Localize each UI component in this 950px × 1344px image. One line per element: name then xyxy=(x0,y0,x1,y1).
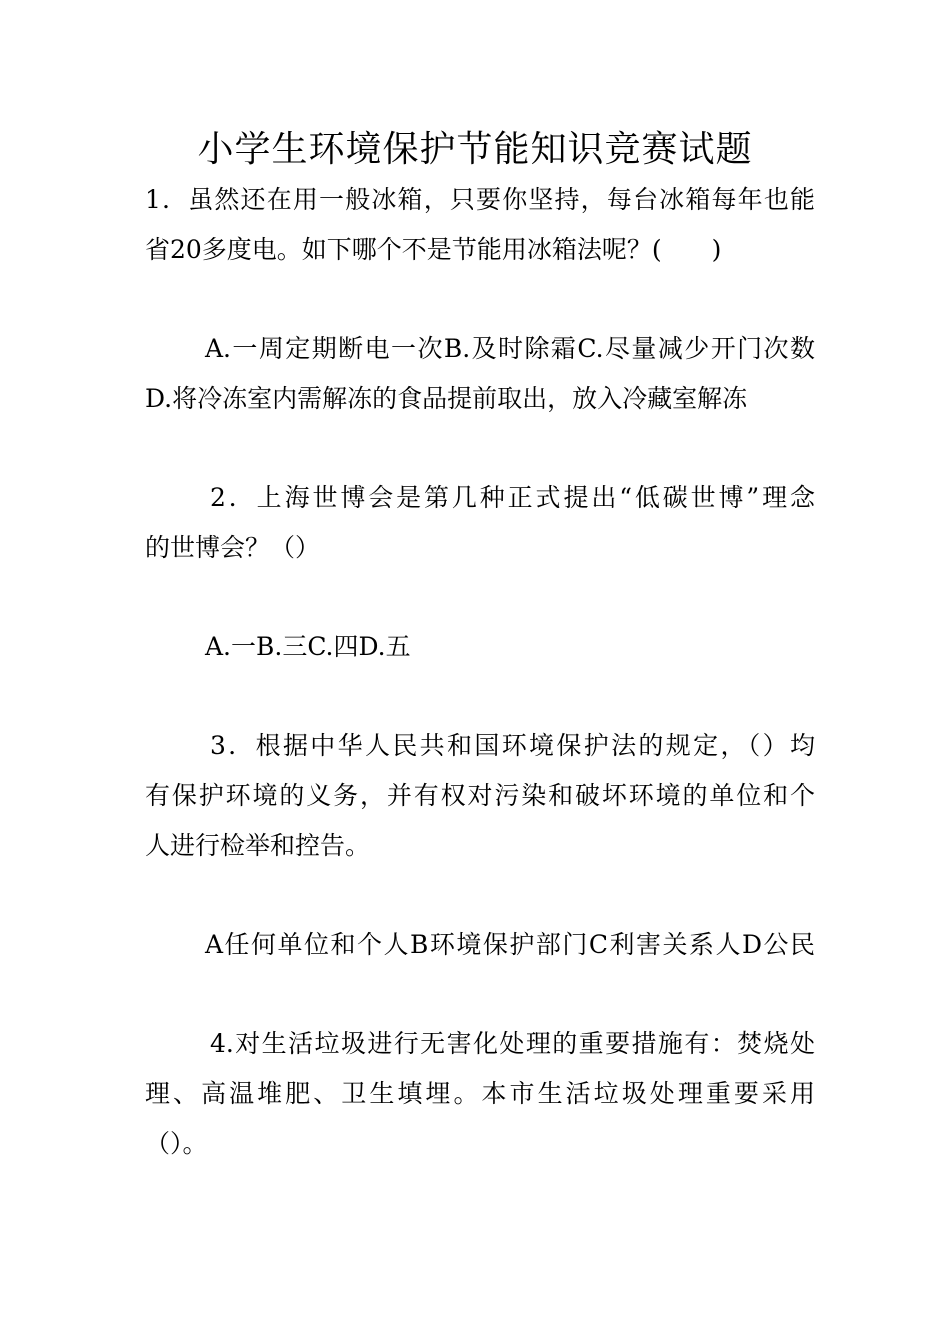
question-4-line-1: 4.对生活垃圾进行无害化处理的重要措施有：焚烧处 xyxy=(210,1029,815,1058)
question-1-line-1: 1．虽然还在用一般冰箱，只要你坚持，每台冰箱每年也能 xyxy=(145,185,815,214)
question-3-line-2: 有保护环境的义务，并有权对污染和破坏环境的单位和个 xyxy=(145,781,815,810)
question-4-line-3: （）。 xyxy=(145,1129,208,1158)
question-3-options: A任何单位和个人B环境保护部门C利害关系人D公民 xyxy=(205,930,815,959)
question-1-options-line-1: A.一周定期断电一次B.及时除霜C.尽量减少开门次数 xyxy=(205,334,815,363)
question-2-options: A.一B.三C.四D.五 xyxy=(205,632,411,661)
question-1-line-2: 省20多度电。如下哪个不是节能用冰箱法呢？( ) xyxy=(145,235,722,264)
question-1-options-line-2: D.将冷冻室内需解冻的食品提前取出，放入冷藏室解冻 xyxy=(145,384,748,413)
question-2-line-1: 2．上海世博会是第几种正式提出“低碳世博”理念 xyxy=(210,483,815,512)
question-3-line-1: 3．根据中华人民共和国环境保护法的规定，（）均 xyxy=(210,731,815,760)
question-2-line-2: 的世博会？（） xyxy=(145,533,321,562)
page-title: 小学生环境保护节能知识竞赛试题 xyxy=(197,129,753,170)
question-3-line-3: 人进行检举和控告。 xyxy=(145,831,371,860)
question-4-line-2: 理、高温堆肥、卫生填埋。本市生活垃圾处理重要采用 xyxy=(145,1079,815,1108)
